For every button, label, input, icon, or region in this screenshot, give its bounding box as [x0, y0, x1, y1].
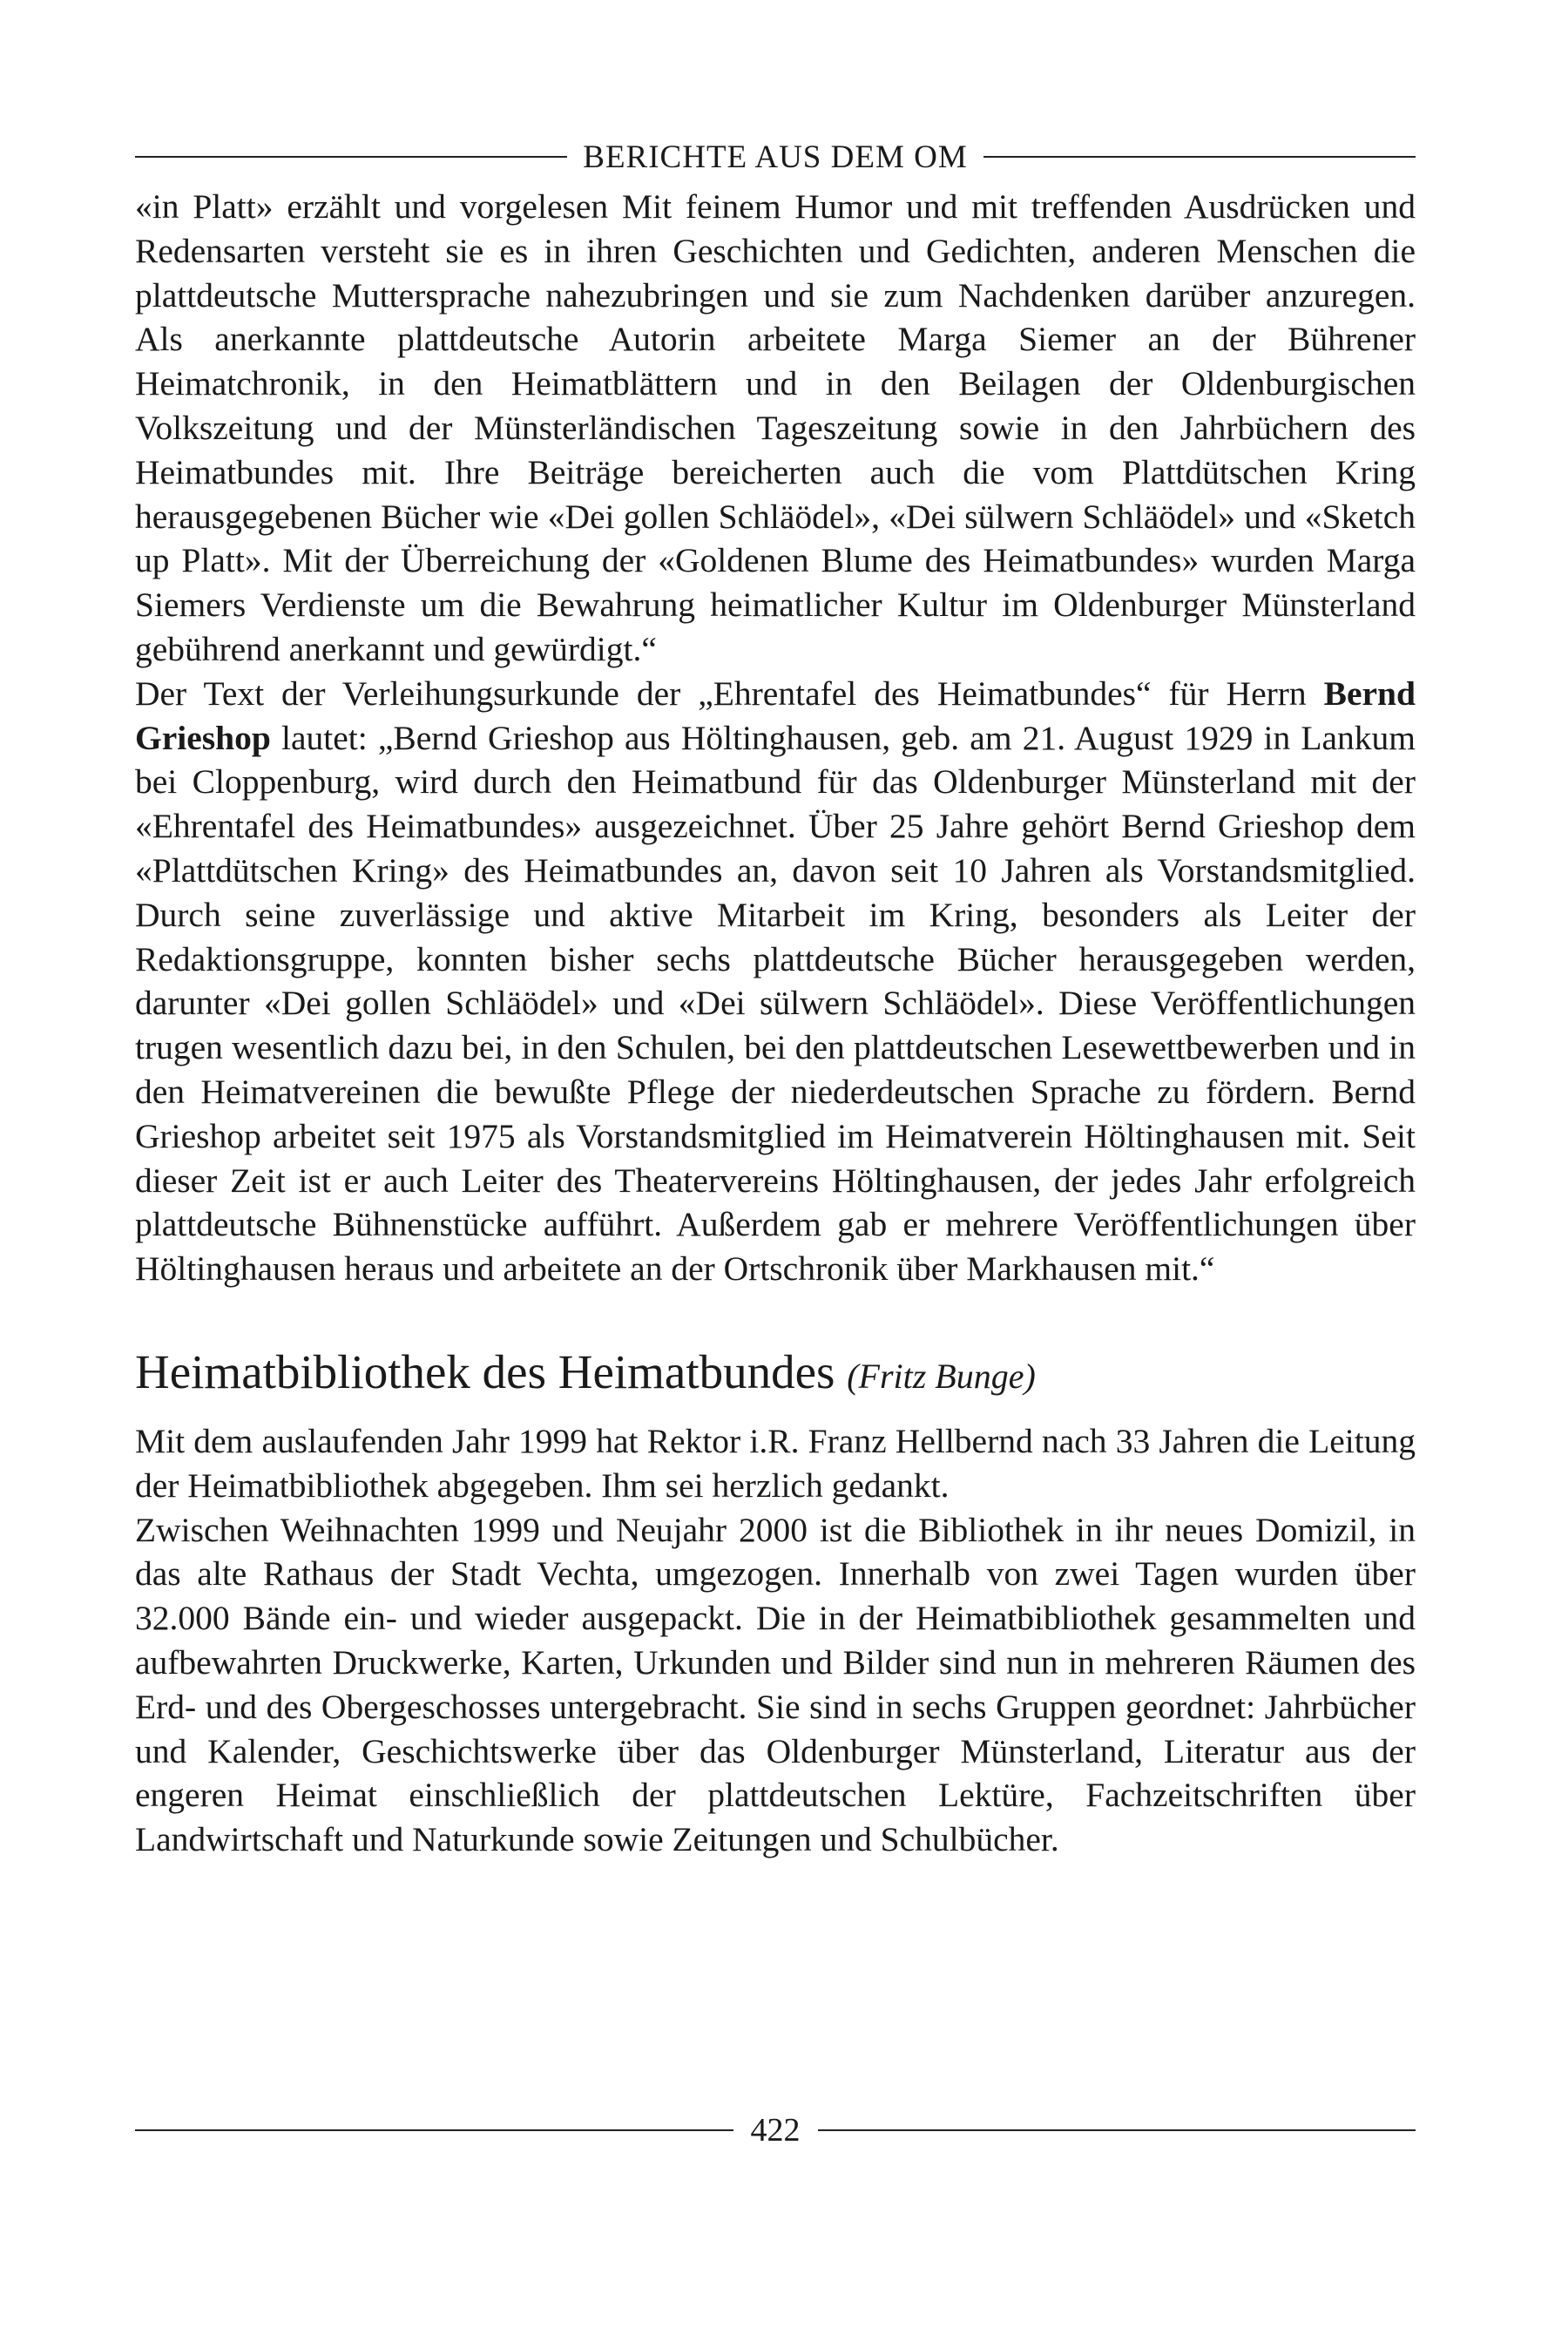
running-header	[135, 139, 1416, 174]
paragraph-library-move: Zwischen Weihnachten 1999 und Neujahr 2000 ist die Bibliothek in ihr neues Domizil, in das alte Rathaus der Stadt Vechta, umgezogen. Innerhalb von zwei Tagen wurden über 32.000 Bände ein- und wieder ausgepackt. Die in der Heimatbibliothek gesammelten und aufbewahrten Druckwerke, Karten, Urkunden und Bilder sind nun in mehreren Räumen des Erd- und des Obergeschosses untergebracht. Sie sind in sechs Gruppen geordnet: Jahrbücher und Kalender, Geschichtswerke über das Oldenburger Münsterland, Literatur aus der engeren Heimat einschließlich der plattdeutschen Lektüre, Fachzeitschriften über Landwirtschaft und Naturkunde sowie Zeitungen und Schulbücher.	[135, 1510, 1416, 1859]
section-author: (Fritz Bunge)	[847, 1356, 1036, 1396]
section-text	[135, 1419, 1416, 1862]
paragraph-intro: Der Text der Verleihungsurkunde der „Ehrentafel des Heimatbundes“ für Herrn	[135, 673, 1324, 713]
main-text	[135, 185, 1416, 1291]
paragraph-library-handover: Mit dem auslaufenden Jahr 1999 hat Rektor i.R. Franz Hellbernd nach 33 Jahren die Leitung der Heimatbibliothek abgegeben. Ihm sei herzlich gedankt.	[135, 1421, 1416, 1505]
paragraph-citation: lautet: „Bernd Grieshop aus Höltinghausen, geb. am 21. August 1929 in Lankum bei Cloppenburg, wird durch den Heimatbund für das Oldenburger Münsterland mit der «Ehrentafel des Heimatbundes» ausgezeichnet. Über 25 Jahre gehört Bernd Grieshop dem «Plattdütschen Kring» des Heimatbundes an, davon seit 10 Jahren als Vorstandsmitglied. Durch seine zuverlässige und aktive Mitarbeit im Kring, besonders als Leiter der Redaktionsgruppe, konnten bisher sechs plattdeutsche Bücher herausgegeben werden, darunter «Dei gollen Schläödel» und «Dei sülwern Schläödel». Diese Veröffentlichungen trugen wesentlich dazu bei, in den Schulen, bei den plattdeutschen Lesewettbewerben und in den Heimatvereinen die bewußte Pflege der niederdeutschen Sprache zu fördern. Bernd Grieshop arbeitet seit 1975 als Vorstandsmitglied im Heimatverein Höltinghausen mit. Seit dieser Zeit ist er auch Leiter des Theatervereins Höltinghausen, der jedes Jahr erfolgreich plattdeutsche Bühnenstücke aufführt. Außerdem gab er mehrere Veröffentlichungen über Höltinghausen heraus und arbeitete an der Ortschronik über Markhausen mit.“	[135, 718, 1416, 1289]
section-heading	[135, 1342, 1416, 1407]
header-rule-left	[135, 156, 567, 158]
paragraph-marga-siemer: «in Platt» erzählt und vorgelesen Mit feinem Humor und mit treffenden Ausdrücken und Redensarten versteht sie es in ihren Geschichten und Gedichten, anderen Menschen die plattdeutsche Muttersprache nahezubringen und sie zum Nachdenken darüber anzuregen. Als anerkannte plattdeutsche Autorin arbeitete Marga Siemer an der Bührener Heimatchronik, in den Heimatblättern und in den Beilagen der Oldenburgischen Volkszeitung und der Münsterländischen Tageszeitung sowie in den Jahrbüchern des Heimatbundes mit. Ihre Beiträge bereicherten auch die vom Plattdütschen Kring herausgegebenen Bücher wie «Dei gollen Schläödel», «Dei sülwern Schläödel» und «Sketch up Platt». Mit der Überreichung der «Goldenen Blume des Heimatbundes» wurden Marga Siemers Verdienste um die Bewahrung heimatlicher Kultur im Oldenburger Münsterland gebührend anerkannt und gewürdigt.“	[135, 187, 1416, 668]
section-title: Heimatbibliothek des Heimatbundes	[135, 1344, 835, 1398]
paragraph-bernd-grieshop	[135, 672, 1416, 1291]
honoree-name: Bernd Grieshop	[135, 673, 1416, 757]
footer-rule-left	[135, 2129, 733, 2131]
header-rule-right	[983, 156, 1416, 158]
page-footer	[135, 2108, 1416, 2152]
page-number: 422	[750, 2112, 801, 2149]
running-head-title: BERICHTE AUS DEM OM	[583, 139, 968, 175]
footer-rule-right	[818, 2129, 1416, 2131]
page-content	[135, 139, 1416, 1862]
